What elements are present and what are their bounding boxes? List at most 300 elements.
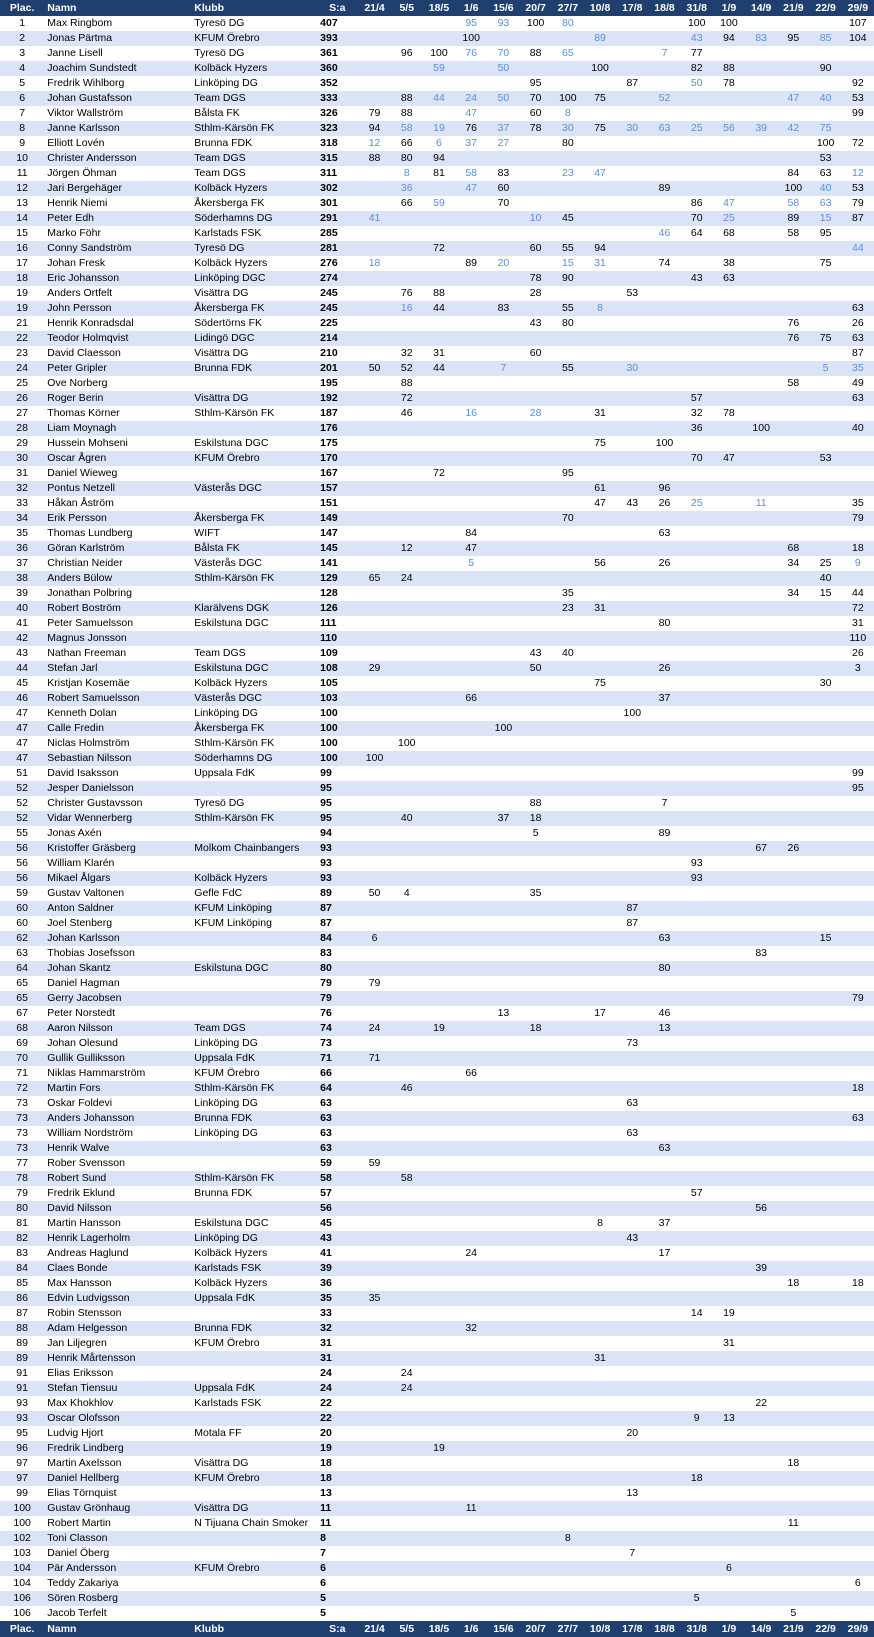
round-score-cell	[809, 811, 841, 826]
round-score-cell: 22	[745, 1396, 777, 1411]
round-score-cell	[745, 391, 777, 406]
round-score-cell	[455, 1531, 487, 1546]
round-score-cell	[584, 1126, 616, 1141]
round-score-cell: 25	[681, 496, 713, 511]
round-score-cell: 64	[681, 226, 713, 241]
round-score-cell: 88	[391, 106, 423, 121]
player-name-cell: Janne Lisell	[44, 46, 191, 61]
round-score-cell	[455, 1471, 487, 1486]
round-score-cell	[520, 1036, 552, 1051]
round-score-cell	[713, 1381, 745, 1396]
round-score-cell	[745, 1006, 777, 1021]
round-score-cell	[487, 421, 519, 436]
round-score-cell	[809, 1561, 841, 1576]
round-score-cell	[455, 226, 487, 241]
round-score-cell	[423, 376, 455, 391]
round-score-cell	[616, 1051, 648, 1066]
club-cell: Åkersberga FK	[191, 511, 316, 526]
round-score-cell	[423, 1201, 455, 1216]
player-name-cell: Anders Ortfelt	[44, 286, 191, 301]
table-row	[0, 376, 874, 391]
round-score-cell	[809, 1156, 841, 1171]
round-score-cell	[616, 106, 648, 121]
round-score-cell	[487, 241, 519, 256]
round-score-cell	[681, 181, 713, 196]
round-score-cell	[584, 946, 616, 961]
round-score-cell	[616, 871, 648, 886]
col-header-place: Plac.	[0, 0, 44, 16]
round-score-cell	[648, 1306, 680, 1321]
round-score-cell	[745, 181, 777, 196]
round-score-cell	[552, 976, 584, 991]
place-cell: 17	[0, 256, 44, 271]
club-cell: Bålsta FK	[191, 541, 316, 556]
total-cell: 71	[316, 1051, 358, 1066]
round-score-cell	[423, 1381, 455, 1396]
round-score-cell	[616, 91, 648, 106]
round-score-cell	[584, 211, 616, 226]
round-score-cell	[391, 931, 423, 946]
round-score-cell	[423, 526, 455, 541]
round-score-cell	[745, 916, 777, 931]
table-row	[0, 181, 874, 196]
round-score-cell: 55	[552, 361, 584, 376]
round-score-cell	[616, 1456, 648, 1471]
round-score-cell	[455, 751, 487, 766]
total-cell: 318	[316, 136, 358, 151]
place-cell: 86	[0, 1291, 44, 1306]
round-score-cell	[777, 616, 809, 631]
round-score-cell	[358, 1171, 390, 1186]
round-score-cell	[648, 391, 680, 406]
round-score-cell	[455, 1486, 487, 1501]
round-score-cell	[809, 481, 841, 496]
round-score-cell	[487, 1171, 519, 1186]
round-score-cell	[616, 436, 648, 451]
place-cell: 6	[0, 91, 44, 106]
total-cell: 63	[316, 1126, 358, 1141]
total-cell: 43	[316, 1231, 358, 1246]
round-score-cell	[648, 1426, 680, 1441]
round-score-cell: 79	[358, 976, 390, 991]
round-score-cell	[552, 226, 584, 241]
round-score-cell	[358, 766, 390, 781]
round-score-cell	[616, 46, 648, 61]
round-score-cell	[487, 211, 519, 226]
round-score-cell	[552, 1111, 584, 1126]
round-score-cell	[713, 1066, 745, 1081]
round-score-cell	[455, 721, 487, 736]
total-cell: 352	[316, 76, 358, 91]
header-row	[0, 0, 874, 16]
round-score-cell	[842, 1201, 874, 1216]
player-name-cell: Daniel Hellberg	[44, 1471, 191, 1486]
round-score-cell: 78	[520, 271, 552, 286]
col-header-round: 1/6	[455, 1621, 487, 1637]
round-score-cell	[777, 736, 809, 751]
round-score-cell	[552, 376, 584, 391]
round-score-cell: 11	[777, 1516, 809, 1531]
round-score-cell	[584, 1606, 616, 1621]
round-score-cell: 100	[584, 61, 616, 76]
round-score-cell: 83	[487, 301, 519, 316]
round-score-cell	[520, 1291, 552, 1306]
club-cell: Bålsta FK	[191, 106, 316, 121]
place-cell: 19	[0, 301, 44, 316]
round-score-cell: 25	[809, 556, 841, 571]
round-score-cell	[423, 256, 455, 271]
round-score-cell	[648, 1396, 680, 1411]
player-name-cell: David Claesson	[44, 346, 191, 361]
round-score-cell	[745, 646, 777, 661]
round-score-cell	[391, 1441, 423, 1456]
total-cell: 5	[316, 1591, 358, 1606]
round-score-cell	[745, 211, 777, 226]
round-score-cell	[681, 781, 713, 796]
round-score-cell	[809, 1276, 841, 1291]
round-score-cell	[777, 1546, 809, 1561]
round-score-cell	[681, 556, 713, 571]
round-score-cell	[487, 1576, 519, 1591]
total-cell: 103	[316, 691, 358, 706]
player-name-cell: Pontus Netzell	[44, 481, 191, 496]
round-score-cell	[745, 736, 777, 751]
table-row	[0, 796, 874, 811]
round-score-cell	[520, 721, 552, 736]
round-score-cell	[713, 1081, 745, 1096]
table-row	[0, 571, 874, 586]
round-score-cell	[777, 1486, 809, 1501]
place-cell: 93	[0, 1411, 44, 1426]
round-score-cell	[391, 1066, 423, 1081]
round-score-cell	[487, 1036, 519, 1051]
round-score-cell	[358, 511, 390, 526]
round-score-cell	[584, 931, 616, 946]
round-score-cell	[648, 316, 680, 331]
round-score-cell	[584, 1366, 616, 1381]
round-score-cell	[713, 1201, 745, 1216]
round-score-cell	[520, 1216, 552, 1231]
round-score-cell: 7	[648, 46, 680, 61]
round-score-cell	[745, 511, 777, 526]
round-score-cell	[616, 1381, 648, 1396]
round-score-cell	[648, 1276, 680, 1291]
round-score-cell	[487, 826, 519, 841]
round-score-cell	[809, 1411, 841, 1426]
table-row	[0, 1141, 874, 1156]
total-cell: 57	[316, 1186, 358, 1201]
round-score-cell	[809, 76, 841, 91]
club-cell: Team DGS	[191, 91, 316, 106]
total-cell: 187	[316, 406, 358, 421]
round-score-cell: 99	[842, 106, 874, 121]
round-score-cell: 63	[842, 1111, 874, 1126]
round-score-cell	[552, 1396, 584, 1411]
round-score-cell	[713, 346, 745, 361]
round-score-cell: 80	[391, 151, 423, 166]
club-cell: Molkom Chainbangers	[191, 841, 316, 856]
round-score-cell	[455, 316, 487, 331]
round-score-cell	[842, 796, 874, 811]
round-score-cell	[809, 661, 841, 676]
round-score-cell: 75	[809, 256, 841, 271]
round-score-cell	[391, 766, 423, 781]
round-score-cell	[842, 841, 874, 856]
table-row	[0, 766, 874, 781]
round-score-cell	[777, 631, 809, 646]
round-score-cell	[455, 781, 487, 796]
round-score-cell	[842, 1126, 874, 1141]
round-score-cell: 67	[745, 841, 777, 856]
round-score-cell	[681, 976, 713, 991]
round-score-cell: 47	[455, 106, 487, 121]
round-score-cell	[777, 1366, 809, 1381]
round-score-cell	[842, 691, 874, 706]
round-score-cell: 55	[552, 301, 584, 316]
round-score-cell	[358, 226, 390, 241]
round-score-cell	[745, 1321, 777, 1336]
round-score-cell	[391, 16, 423, 31]
round-score-cell	[487, 1426, 519, 1441]
table-row	[0, 1186, 874, 1201]
round-score-cell	[584, 1501, 616, 1516]
round-score-cell	[455, 1096, 487, 1111]
round-score-cell	[455, 1366, 487, 1381]
round-score-cell	[616, 301, 648, 316]
round-score-cell	[423, 856, 455, 871]
round-score-cell	[358, 871, 390, 886]
round-score-cell	[616, 1561, 648, 1576]
place-cell: 82	[0, 1231, 44, 1246]
round-score-cell	[423, 1171, 455, 1186]
total-cell: 129	[316, 571, 358, 586]
round-score-cell	[584, 1171, 616, 1186]
place-cell: 32	[0, 481, 44, 496]
round-score-cell	[713, 541, 745, 556]
round-score-cell	[487, 346, 519, 361]
round-score-cell: 53	[842, 181, 874, 196]
round-score-cell: 100	[616, 706, 648, 721]
round-score-cell	[648, 1336, 680, 1351]
round-score-cell	[777, 526, 809, 541]
round-score-cell	[584, 796, 616, 811]
table-row	[0, 1561, 874, 1576]
round-score-cell	[842, 1471, 874, 1486]
round-score-cell	[777, 481, 809, 496]
player-name-cell: Erik Persson	[44, 511, 191, 526]
round-score-cell	[745, 436, 777, 451]
table-row	[0, 526, 874, 541]
round-score-cell	[745, 616, 777, 631]
player-name-cell: John Persson	[44, 301, 191, 316]
round-score-cell: 40	[809, 181, 841, 196]
round-score-cell	[455, 346, 487, 361]
player-name-cell: Kristjan Kosemäe	[44, 676, 191, 691]
round-score-cell	[520, 571, 552, 586]
total-cell: 393	[316, 31, 358, 46]
round-score-cell: 80	[648, 961, 680, 976]
round-score-cell	[423, 1231, 455, 1246]
round-score-cell	[487, 1321, 519, 1336]
round-score-cell	[584, 1066, 616, 1081]
total-cell: 361	[316, 46, 358, 61]
round-score-cell: 46	[648, 226, 680, 241]
player-name-cell: Stefan Tiensuu	[44, 1381, 191, 1396]
round-score-cell	[648, 916, 680, 931]
round-score-cell	[616, 511, 648, 526]
club-cell: Linköping DG	[191, 1096, 316, 1111]
round-score-cell	[584, 1516, 616, 1531]
round-score-cell	[777, 1336, 809, 1351]
round-score-cell: 53	[809, 151, 841, 166]
round-score-cell: 75	[584, 676, 616, 691]
total-cell: 210	[316, 346, 358, 361]
round-score-cell	[552, 721, 584, 736]
round-score-cell	[745, 1036, 777, 1051]
round-score-cell	[455, 1306, 487, 1321]
round-score-cell	[520, 871, 552, 886]
round-score-cell	[809, 796, 841, 811]
player-name-cell: Jari Bergehäger	[44, 181, 191, 196]
round-score-cell	[777, 466, 809, 481]
round-score-cell	[777, 1066, 809, 1081]
round-score-cell	[745, 1606, 777, 1621]
player-name-cell: Thomas Lundberg	[44, 526, 191, 541]
round-score-cell	[423, 751, 455, 766]
round-score-cell	[391, 241, 423, 256]
round-score-cell	[842, 721, 874, 736]
player-name-cell: Jan Liljegren	[44, 1336, 191, 1351]
round-score-cell	[681, 1321, 713, 1336]
round-score-cell	[745, 331, 777, 346]
round-score-cell	[358, 961, 390, 976]
round-score-cell	[520, 1156, 552, 1171]
round-score-cell	[391, 61, 423, 76]
round-score-cell	[777, 1411, 809, 1426]
total-cell: 333	[316, 91, 358, 106]
round-score-cell	[713, 481, 745, 496]
round-score-cell	[616, 781, 648, 796]
round-score-cell: 95	[455, 16, 487, 31]
round-score-cell	[358, 241, 390, 256]
round-score-cell: 44	[842, 586, 874, 601]
round-score-cell	[584, 871, 616, 886]
round-score-cell	[809, 1576, 841, 1591]
round-score-cell	[423, 106, 455, 121]
round-score-cell	[423, 571, 455, 586]
place-cell: 45	[0, 676, 44, 691]
round-score-cell: 70	[487, 196, 519, 211]
round-score-cell	[713, 931, 745, 946]
round-score-cell	[745, 1561, 777, 1576]
round-score-cell	[584, 811, 616, 826]
round-score-cell	[713, 421, 745, 436]
round-score-cell	[423, 616, 455, 631]
player-name-cell: Jonas Pärtma	[44, 31, 191, 46]
round-score-cell	[391, 31, 423, 46]
round-score-cell	[358, 406, 390, 421]
round-score-cell	[391, 601, 423, 616]
round-score-cell	[520, 196, 552, 211]
round-score-cell: 95	[520, 76, 552, 91]
round-score-cell	[487, 1291, 519, 1306]
round-score-cell	[809, 1336, 841, 1351]
round-score-cell	[520, 946, 552, 961]
place-cell: 96	[0, 1441, 44, 1456]
round-score-cell	[358, 616, 390, 631]
round-score-cell	[809, 961, 841, 976]
total-cell: 58	[316, 1171, 358, 1186]
round-score-cell	[842, 1381, 874, 1396]
player-name-cell: Andreas Haglund	[44, 1246, 191, 1261]
col-header-round: 18/8	[648, 1621, 680, 1637]
round-score-cell	[713, 916, 745, 931]
round-score-cell	[487, 646, 519, 661]
round-score-cell: 74	[648, 256, 680, 271]
round-score-cell	[681, 1006, 713, 1021]
round-score-cell: 39	[745, 121, 777, 136]
round-score-cell	[681, 706, 713, 721]
round-score-cell	[745, 1426, 777, 1441]
round-score-cell	[552, 1021, 584, 1036]
round-score-cell	[713, 1276, 745, 1291]
place-cell: 22	[0, 331, 44, 346]
round-score-cell	[423, 706, 455, 721]
place-cell: 72	[0, 1081, 44, 1096]
table-row	[0, 676, 874, 691]
table-row	[0, 1201, 874, 1216]
round-score-cell: 79	[842, 991, 874, 1006]
total-cell: 33	[316, 1306, 358, 1321]
round-score-cell	[455, 1576, 487, 1591]
round-score-cell	[423, 976, 455, 991]
round-score-cell	[777, 406, 809, 421]
table-row	[0, 436, 874, 451]
round-score-cell	[520, 1426, 552, 1441]
round-score-cell	[681, 691, 713, 706]
round-score-cell	[423, 316, 455, 331]
total-cell: 19	[316, 1441, 358, 1456]
table-row	[0, 856, 874, 871]
place-cell: 12	[0, 181, 44, 196]
round-score-cell	[745, 796, 777, 811]
place-cell: 9	[0, 136, 44, 151]
round-score-cell	[520, 331, 552, 346]
round-score-cell	[616, 16, 648, 31]
round-score-cell	[520, 601, 552, 616]
round-score-cell: 75	[809, 121, 841, 136]
round-score-cell	[520, 631, 552, 646]
round-score-cell	[648, 1261, 680, 1276]
round-score-cell	[745, 376, 777, 391]
round-score-cell	[681, 481, 713, 496]
round-score-cell: 61	[584, 481, 616, 496]
round-score-cell	[713, 1126, 745, 1141]
round-score-cell: 88	[713, 61, 745, 76]
round-score-cell	[520, 1336, 552, 1351]
col-header-name: Namn	[44, 1621, 191, 1637]
round-score-cell	[745, 751, 777, 766]
round-score-cell: 32	[681, 406, 713, 421]
round-score-cell	[713, 1096, 745, 1111]
player-name-cell: Daniel Hagman	[44, 976, 191, 991]
round-score-cell	[842, 811, 874, 826]
round-score-cell	[391, 796, 423, 811]
club-cell: KFUM Örebro	[191, 1561, 316, 1576]
round-score-cell	[423, 601, 455, 616]
round-score-cell	[487, 976, 519, 991]
table-row	[0, 1441, 874, 1456]
